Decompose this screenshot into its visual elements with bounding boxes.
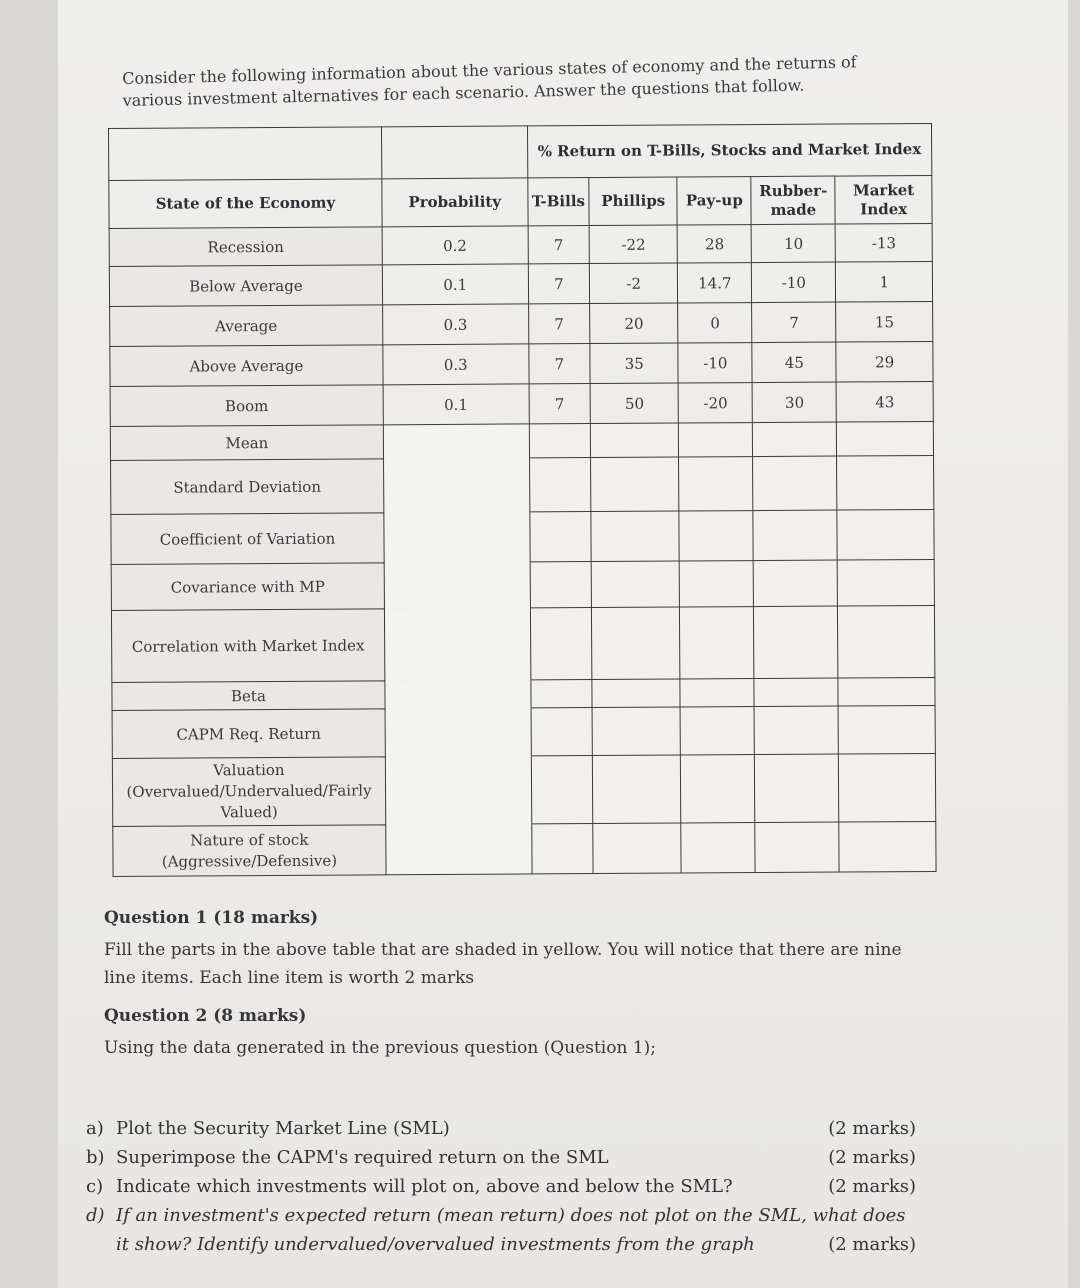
answer-cell[interactable] [591,423,679,458]
answer-cell[interactable] [531,708,593,756]
table-row [110,341,933,386]
answer-cell[interactable] [754,606,839,679]
col-header-tbills: T-Bills [527,178,589,226]
part-text: Plot the Security Market Line (SML) [116,1118,450,1139]
answer-cell[interactable] [839,821,936,872]
col-header-rubbermade: Rubber-made [751,176,835,225]
return-cell: -22 [589,225,677,264]
answer-cell[interactable] [680,679,754,707]
answer-cell[interactable] [839,753,936,822]
return-cell: 30 [752,382,836,423]
question-2-parts [86,1114,916,1259]
question-2-text: Using the data generated in the previous question (Question 1); [104,1038,657,1058]
part-label: c) [86,1176,104,1197]
gap-cell [385,708,531,757]
answer-cell[interactable] [754,678,838,707]
stat-row-correlation [111,605,934,682]
answer-cell[interactable] [680,707,754,755]
return-cell: 7 [752,302,836,343]
return-cell: 7 [528,226,590,264]
answer-cell[interactable] [837,509,934,560]
answer-cell[interactable] [530,562,592,608]
answer-cell[interactable] [531,680,593,708]
answer-cell[interactable] [529,512,591,562]
answer-cell[interactable] [529,424,591,458]
stat-label: Valuation (Overvalued/Undervalued/Fairly Valued) [112,757,385,827]
stat-row-covariance [111,559,934,610]
question-1-title: Question 1 (18 marks) [104,908,319,928]
answer-cell[interactable] [680,561,754,607]
stat-row-cv [111,509,934,564]
state-label: Recession [109,227,382,267]
answer-cell[interactable] [681,755,755,823]
probability-cell: 0.1 [382,264,528,305]
gap-cell [383,458,529,513]
probability-cell: 0.1 [383,384,529,425]
answer-cell[interactable] [838,559,935,606]
return-cell: 7 [528,344,590,384]
part-label: b) [86,1147,105,1168]
answer-cell[interactable] [593,755,682,824]
answer-cell[interactable] [681,823,755,873]
answer-cell[interactable] [679,457,753,511]
stat-row-std-dev [111,455,934,514]
stat-label: Nature of stock (Aggressive/Defensive) [113,825,386,877]
question-1-text: Fill the parts in the above table that are shaded in yellow. You will notice that there are nine line items. Each line item is worth 2 marks [104,940,902,988]
state-label: Above Average [110,345,383,387]
answer-cell[interactable] [754,706,838,755]
stat-label: Mean [110,425,383,461]
return-cell: 15 [836,301,933,342]
stat-label: Coefficient of Variation [111,513,384,565]
answer-cell[interactable] [753,560,837,607]
answer-cell[interactable] [838,705,935,754]
stat-row-capm [112,705,935,758]
answer-cell[interactable] [529,458,591,512]
return-cell: 7 [528,264,590,304]
answer-cell[interactable] [838,605,935,678]
answer-cell[interactable] [753,456,837,511]
answer-cell[interactable] [592,607,681,680]
probability-cell: 0.3 [383,344,529,385]
answer-cell[interactable] [591,561,680,608]
list-item-continued [86,1230,916,1259]
questions-section [104,908,934,1076]
list-item [86,1114,916,1143]
probability-cell: 0.3 [383,304,529,345]
part-marks: (2 marks) [828,1176,916,1197]
answer-cell[interactable] [530,608,592,680]
return-cell: 7 [528,304,590,344]
answer-cell[interactable] [753,422,837,457]
answer-cell[interactable] [592,707,681,756]
return-cell: 45 [752,342,836,383]
part-text: Indicate which investments will plot on, above and below the SML? [116,1176,733,1197]
stat-row-mean [110,421,933,460]
col-header-probability: Probability [382,178,528,227]
answer-cell[interactable] [838,677,935,706]
return-cell: -2 [590,263,678,304]
col-header-state: State of the Economy [109,179,382,229]
state-label: Below Average [109,265,382,307]
col-header-market-index: Market Index [835,175,932,224]
return-cell: 29 [836,341,933,382]
intro-text: Consider the following information about the various states of economy and the returns of various investment alternatives for each scenario. Answer the questions that follow. [122,52,857,110]
header-blank-cell [381,126,527,179]
answer-cell[interactable] [591,511,680,562]
answer-cell[interactable] [679,423,753,457]
gap-cell [385,756,531,825]
question-2-title: Question 2 (8 marks) [104,1006,307,1026]
part-text: If an investment's expected return (mean return) does not plot on the SML, what does [116,1205,906,1226]
gap-cell [384,512,530,563]
gap-cell [386,824,532,875]
return-cell: -20 [679,383,753,423]
table-row [109,223,932,266]
stat-label: Correlation with Market Index [111,609,384,683]
answer-cell[interactable] [755,822,839,873]
answer-cell[interactable] [837,455,934,510]
return-cell: 0 [678,303,752,343]
answer-cell[interactable] [593,823,682,874]
answer-cell[interactable] [753,510,837,561]
stat-label: Covariance with MP [111,563,384,611]
col-header-phillips: Phillips [589,177,678,226]
part-label: d) [86,1205,105,1226]
gap-cell [385,680,531,709]
answer-cell[interactable] [755,754,840,823]
answer-cell[interactable] [591,457,680,512]
stat-row-nature [113,821,936,876]
gap-cell [383,424,529,459]
return-cell: -13 [836,223,933,262]
state-label: Average [110,305,383,347]
answer-cell[interactable] [531,756,593,824]
answer-cell[interactable] [679,511,753,561]
return-cell: 14.7 [678,263,752,303]
answer-cell[interactable] [680,607,754,679]
stat-label: Beta [112,681,385,711]
column-header-row [109,175,932,228]
list-item [86,1172,916,1201]
return-cell: 28 [678,225,752,263]
table-row [110,381,933,426]
returns-table [108,123,937,877]
return-cell: 35 [590,343,678,384]
answer-cell[interactable] [592,679,680,708]
group-header-row [109,123,932,180]
return-cell: 20 [590,303,678,344]
table-row [109,261,932,306]
return-cell: 1 [836,261,933,302]
gap-cell [384,608,530,681]
part-marks: (2 marks) [828,1147,916,1168]
gap-cell [384,562,530,609]
return-cell: -10 [678,343,752,383]
return-cell: 50 [590,383,678,424]
group-header: % Return on T-Bills, Stocks and Market Index [527,123,932,177]
probability-cell: 0.2 [382,226,528,265]
return-cell: 7 [529,384,591,424]
list-item [86,1143,916,1172]
answer-cell[interactable] [531,824,593,874]
header-blank-cell [109,127,382,181]
part-label: a) [86,1118,104,1139]
stat-label: Standard Deviation [111,459,384,515]
stat-row-valuation [112,753,935,826]
return-cell: -10 [752,262,836,303]
part-marks: (2 marks) [828,1118,916,1139]
table-row [110,301,933,346]
part-text: Superimpose the CAPM's required return on the SML [116,1147,609,1168]
col-header-payup: Pay-up [677,177,751,225]
list-item [86,1201,916,1230]
part-text: it show? Identify undervalued/overvalued investments from the graph [116,1234,755,1255]
return-cell: 10 [751,224,835,263]
state-label: Boom [110,385,383,427]
part-marks: (2 marks) [828,1234,916,1255]
stat-label: CAPM Req. Return [112,709,385,759]
return-cell: 43 [837,381,934,422]
answer-cell[interactable] [837,421,934,456]
